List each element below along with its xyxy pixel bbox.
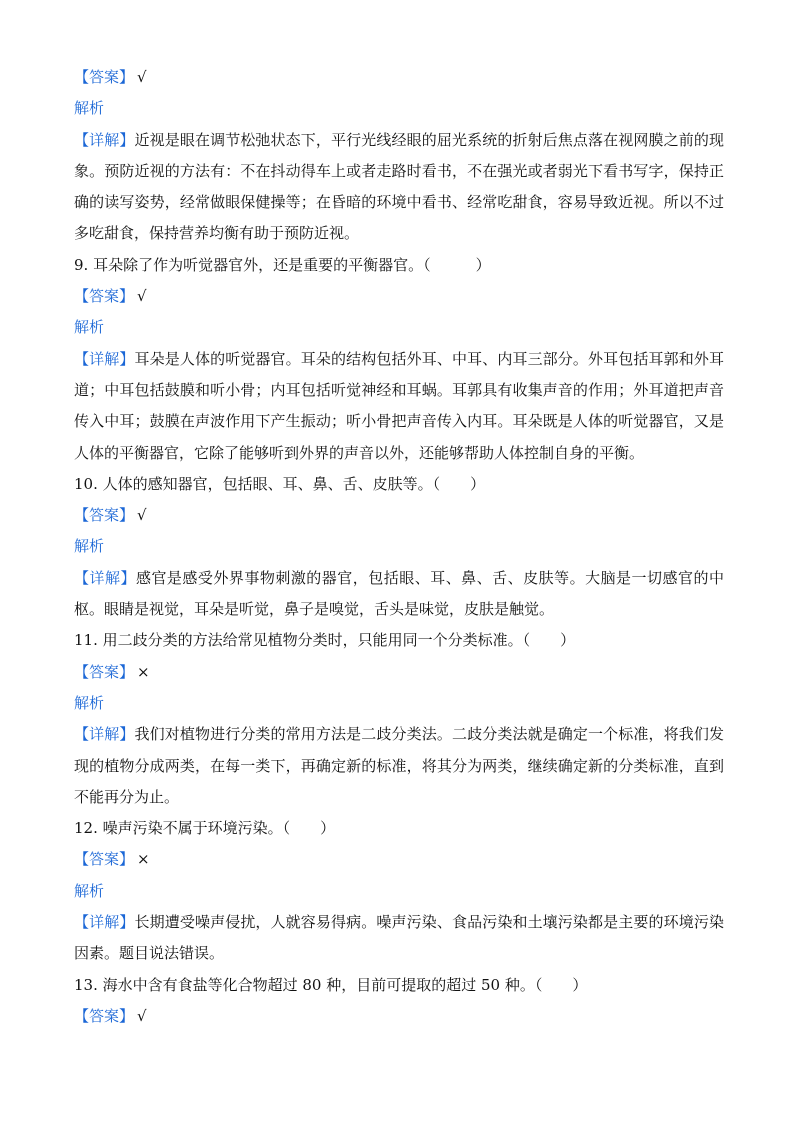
analysis-label: 解析: [74, 318, 105, 337]
question-line: 9. 耳朵除了作为听觉器官外，还是重要的平衡器官。（ ）: [74, 255, 491, 274]
answer-line: [74, 281, 724, 312]
detail-paragraph: [74, 563, 724, 626]
analysis-line: [74, 688, 724, 719]
document-content: [74, 62, 724, 1032]
answer-label: 【答案】: [74, 850, 135, 869]
question-line: 12. 噪声污染不属于环境污染。（ ）: [74, 819, 336, 838]
answer-label: 【答案】: [74, 68, 135, 86]
answer-mark: ×: [137, 850, 150, 869]
answer-line: [74, 62, 724, 93]
detail-label: 【详解】: [74, 130, 135, 149]
answer-line: [74, 500, 724, 531]
answer-line: [74, 844, 724, 875]
answer-mark: ×: [137, 662, 150, 681]
answer-label: 【答案】: [74, 1006, 135, 1025]
detail-text: 我们对植物进行分类的常用方法是二歧分类法。二歧分类法就是确定一个标准，将我们发现的植物分成两类，在每一类下，再确定新的标准，将其分为两类，继续确定新的分类标准，直到不能再分为止。: [74, 725, 724, 806]
detail-paragraph: [74, 907, 724, 970]
answer-label: 【答案】: [74, 662, 135, 681]
answer-mark: √: [137, 506, 147, 525]
analysis-line: [74, 312, 724, 343]
answer-line: [74, 657, 724, 688]
answer-label: 【答案】: [74, 506, 135, 525]
question-line: 10. 人体的感知器官，包括眼、耳、鼻、舌、皮肤等。（ ）: [74, 474, 486, 493]
detail-text: 耳朵是人体的听觉器官。耳朵的结构包括外耳、中耳、内耳三部分。外耳包括耳郭和外耳道；中耳包括鼓膜和听小骨；内耳包括听觉神经和耳蜗。耳郭具有收集声音的作用；外耳道把声音传入中耳；鼓膜在声波作用下产生振动；听小骨把声音传入内耳。耳朵既是人体的听觉器官，又是人体的平衡器官，它除了能够听到外界的声音以外，还能够帮助人体控制自身的平衡。: [74, 349, 724, 462]
detail-label: 【详解】: [74, 568, 136, 587]
answer-label: 【答案】: [74, 287, 135, 306]
analysis-label: 解析: [74, 693, 105, 712]
answer-mark: √: [137, 287, 147, 306]
answer-line: [74, 1001, 724, 1032]
detail-paragraph: [74, 719, 724, 813]
answer-mark: √: [137, 1006, 147, 1025]
answer-mark: √: [137, 68, 147, 86]
detail-label: 【详解】: [74, 913, 135, 932]
analysis-line: [74, 876, 724, 907]
analysis-label: 解析: [74, 99, 105, 118]
analysis-label: 解析: [74, 537, 105, 556]
question-line: 11. 用二歧分类的方法给常见植物分类时，只能用同一个分类标准。（ ）: [74, 631, 576, 650]
analysis-line: [74, 93, 724, 124]
detail-paragraph: [74, 125, 724, 250]
analysis-label: 解析: [74, 881, 105, 900]
detail-text: 感官是感受外界事物刺激的器官，包括眼、耳、鼻、舌、皮肤等。大脑是一切感官的中枢。眼睛是视觉，耳朵是听觉，鼻子是嗅觉，舌头是味觉，皮肤是触觉。: [74, 568, 724, 619]
detail-text: 长期遭受噪声侵扰，人就容易得病。噪声污染、食品污染和土壤污染都是主要的环境污染因素。题目说法错误。: [74, 913, 724, 963]
detail-label: 【详解】: [74, 725, 135, 744]
detail-text: 近视是眼在调节松弛状态下，平行光线经眼的屈光系统的折射后焦点落在视网膜之前的现象。预防近视的方法有：不在抖动得车上或者走路时看书，不在强光或者弱光下看书写字，保持正确的读写姿势，经常做眼保健操等；在昏暗的环境中看书、经常吃甜食，容易导致近视。所以不过多吃甜食，保持营养均衡有助于预防近视。: [74, 130, 724, 243]
detail-paragraph: [74, 344, 724, 469]
detail-label: 【详解】: [74, 349, 135, 368]
question-line: 13. 海水中含有食盐等化合物超过 80 种，目前可提取的超过 50 种。（ ）: [74, 975, 588, 994]
analysis-line: [74, 531, 724, 562]
